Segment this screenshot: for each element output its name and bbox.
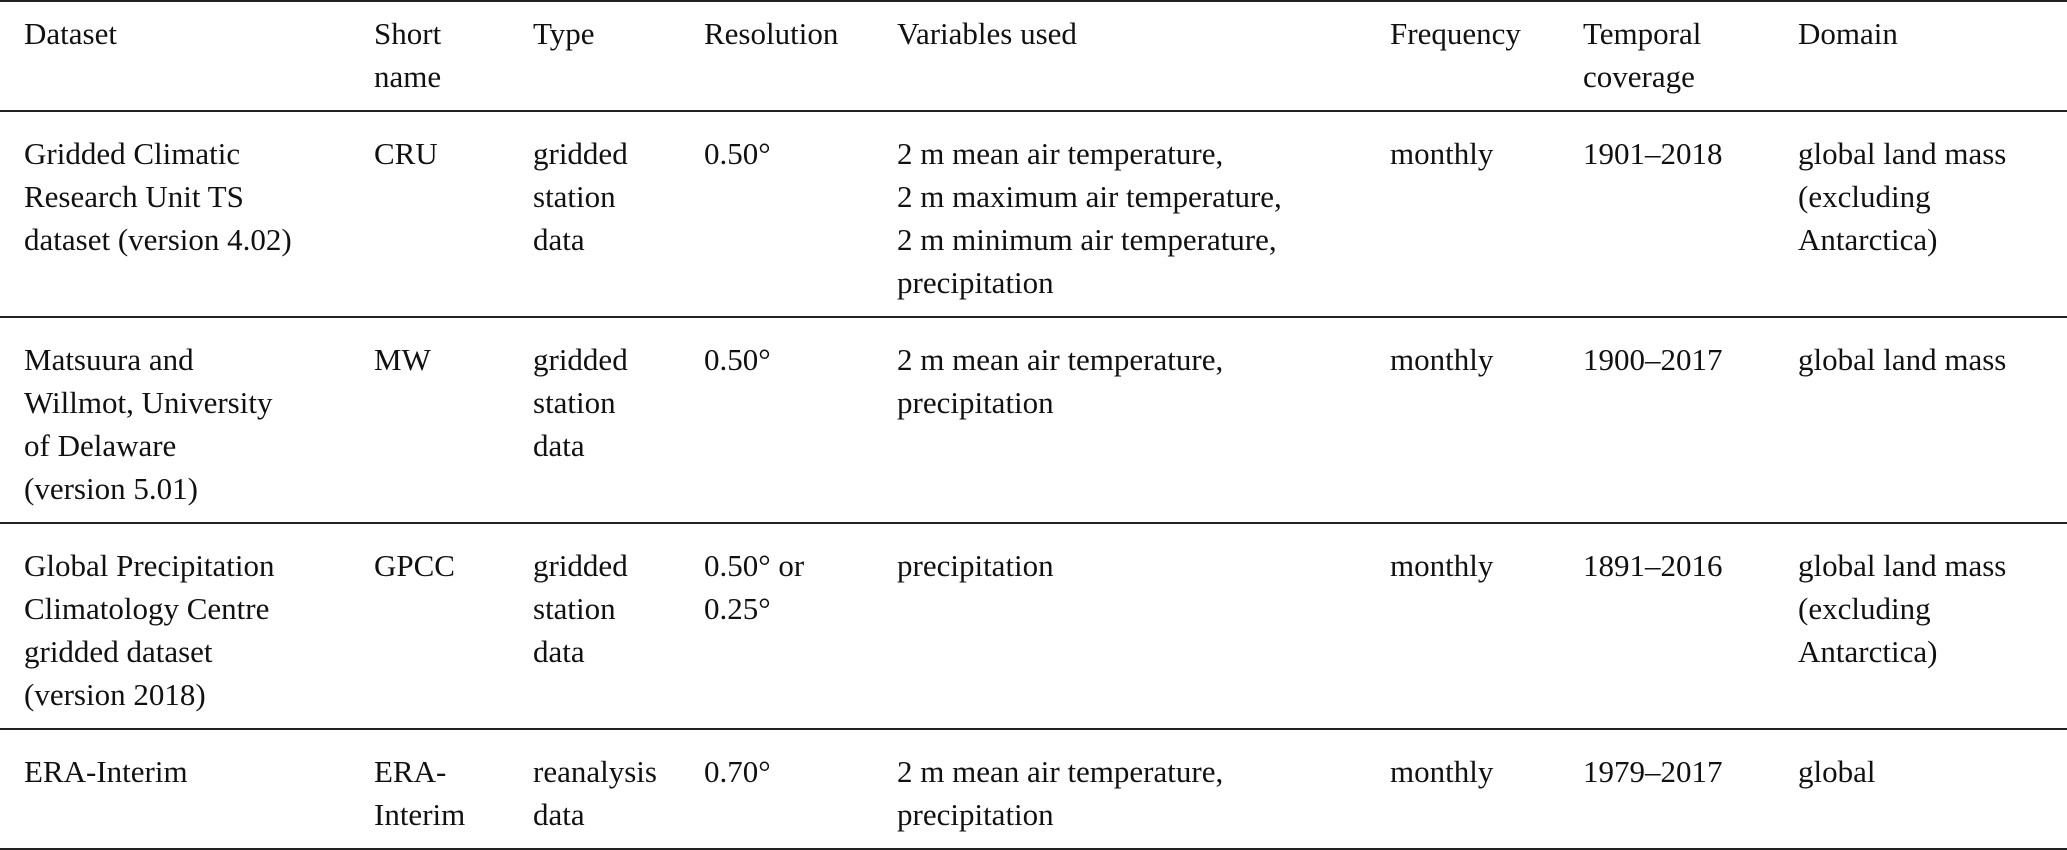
cell-resolution: 0.70° <box>704 754 771 789</box>
cell-domain: global <box>1798 754 1876 789</box>
cell-type: gridded station data <box>533 342 628 463</box>
cell-type: gridded station data <box>533 548 628 669</box>
cell-short-name: ERA- Interim <box>374 754 466 832</box>
cell-frequency: monthly <box>1390 754 1494 789</box>
table-header-row <box>0 1 2067 111</box>
header-temporal-coverage: Temporal coverage <box>1583 16 1702 94</box>
header-resolution: Resolution <box>704 16 839 51</box>
cell-temporal-coverage: 1900–2017 <box>1583 342 1723 377</box>
cell-temporal-coverage: 1901–2018 <box>1583 136 1723 171</box>
header-dataset: Dataset <box>24 16 117 51</box>
cell-type: reanalysis data <box>533 754 657 832</box>
cell-domain: global land mass <box>1798 342 2007 377</box>
cell-resolution: 0.50° <box>704 136 771 171</box>
cell-type: gridded station data <box>533 136 628 257</box>
cell-frequency: monthly <box>1390 548 1494 583</box>
cell-short-name: MW <box>374 342 431 377</box>
cell-resolution: 0.50° <box>704 342 771 377</box>
table-row <box>0 523 2067 729</box>
table-row <box>0 111 2067 317</box>
header-short-name: Short name <box>374 16 442 94</box>
table-row <box>0 317 2067 523</box>
cell-variables-used: 2 m mean air temperature, precipitation <box>897 342 1224 420</box>
header-frequency: Frequency <box>1390 16 1521 51</box>
cell-temporal-coverage: 1891–2016 <box>1583 548 1723 583</box>
cell-domain: global land mass (excluding Antarctica) <box>1798 136 2007 257</box>
cell-frequency: monthly <box>1390 136 1494 171</box>
cell-resolution: 0.50° or 0.25° <box>704 548 805 626</box>
cell-short-name: GPCC <box>374 548 455 583</box>
cell-variables-used: precipitation <box>897 548 1054 583</box>
header-type: Type <box>533 16 595 51</box>
cell-frequency: monthly <box>1390 342 1494 377</box>
cell-dataset: Global Precipitation Climatology Centre gridded dataset (version 2018) <box>24 548 275 712</box>
header-domain: Domain <box>1798 16 1898 51</box>
cell-dataset: ERA-Interim <box>24 754 188 789</box>
cell-domain: global land mass (excluding Antarctica) <box>1798 548 2007 669</box>
cell-dataset: Gridded Climatic Research Unit TS dataset (version 4.02) <box>24 136 292 257</box>
cell-variables-used: 2 m mean air temperature, 2 m maximum air temperature, 2 m minimum air temperature, precipitation <box>897 136 1282 300</box>
cell-variables-used: 2 m mean air temperature, precipitation <box>897 754 1224 832</box>
cell-temporal-coverage: 1979–2017 <box>1583 754 1723 789</box>
cell-short-name: CRU <box>374 136 438 171</box>
table-row <box>0 729 2067 849</box>
header-variables-used: Variables used <box>897 16 1077 51</box>
cell-dataset: Matsuura and Willmot, University of Delaware (version 5.01) <box>24 342 273 506</box>
